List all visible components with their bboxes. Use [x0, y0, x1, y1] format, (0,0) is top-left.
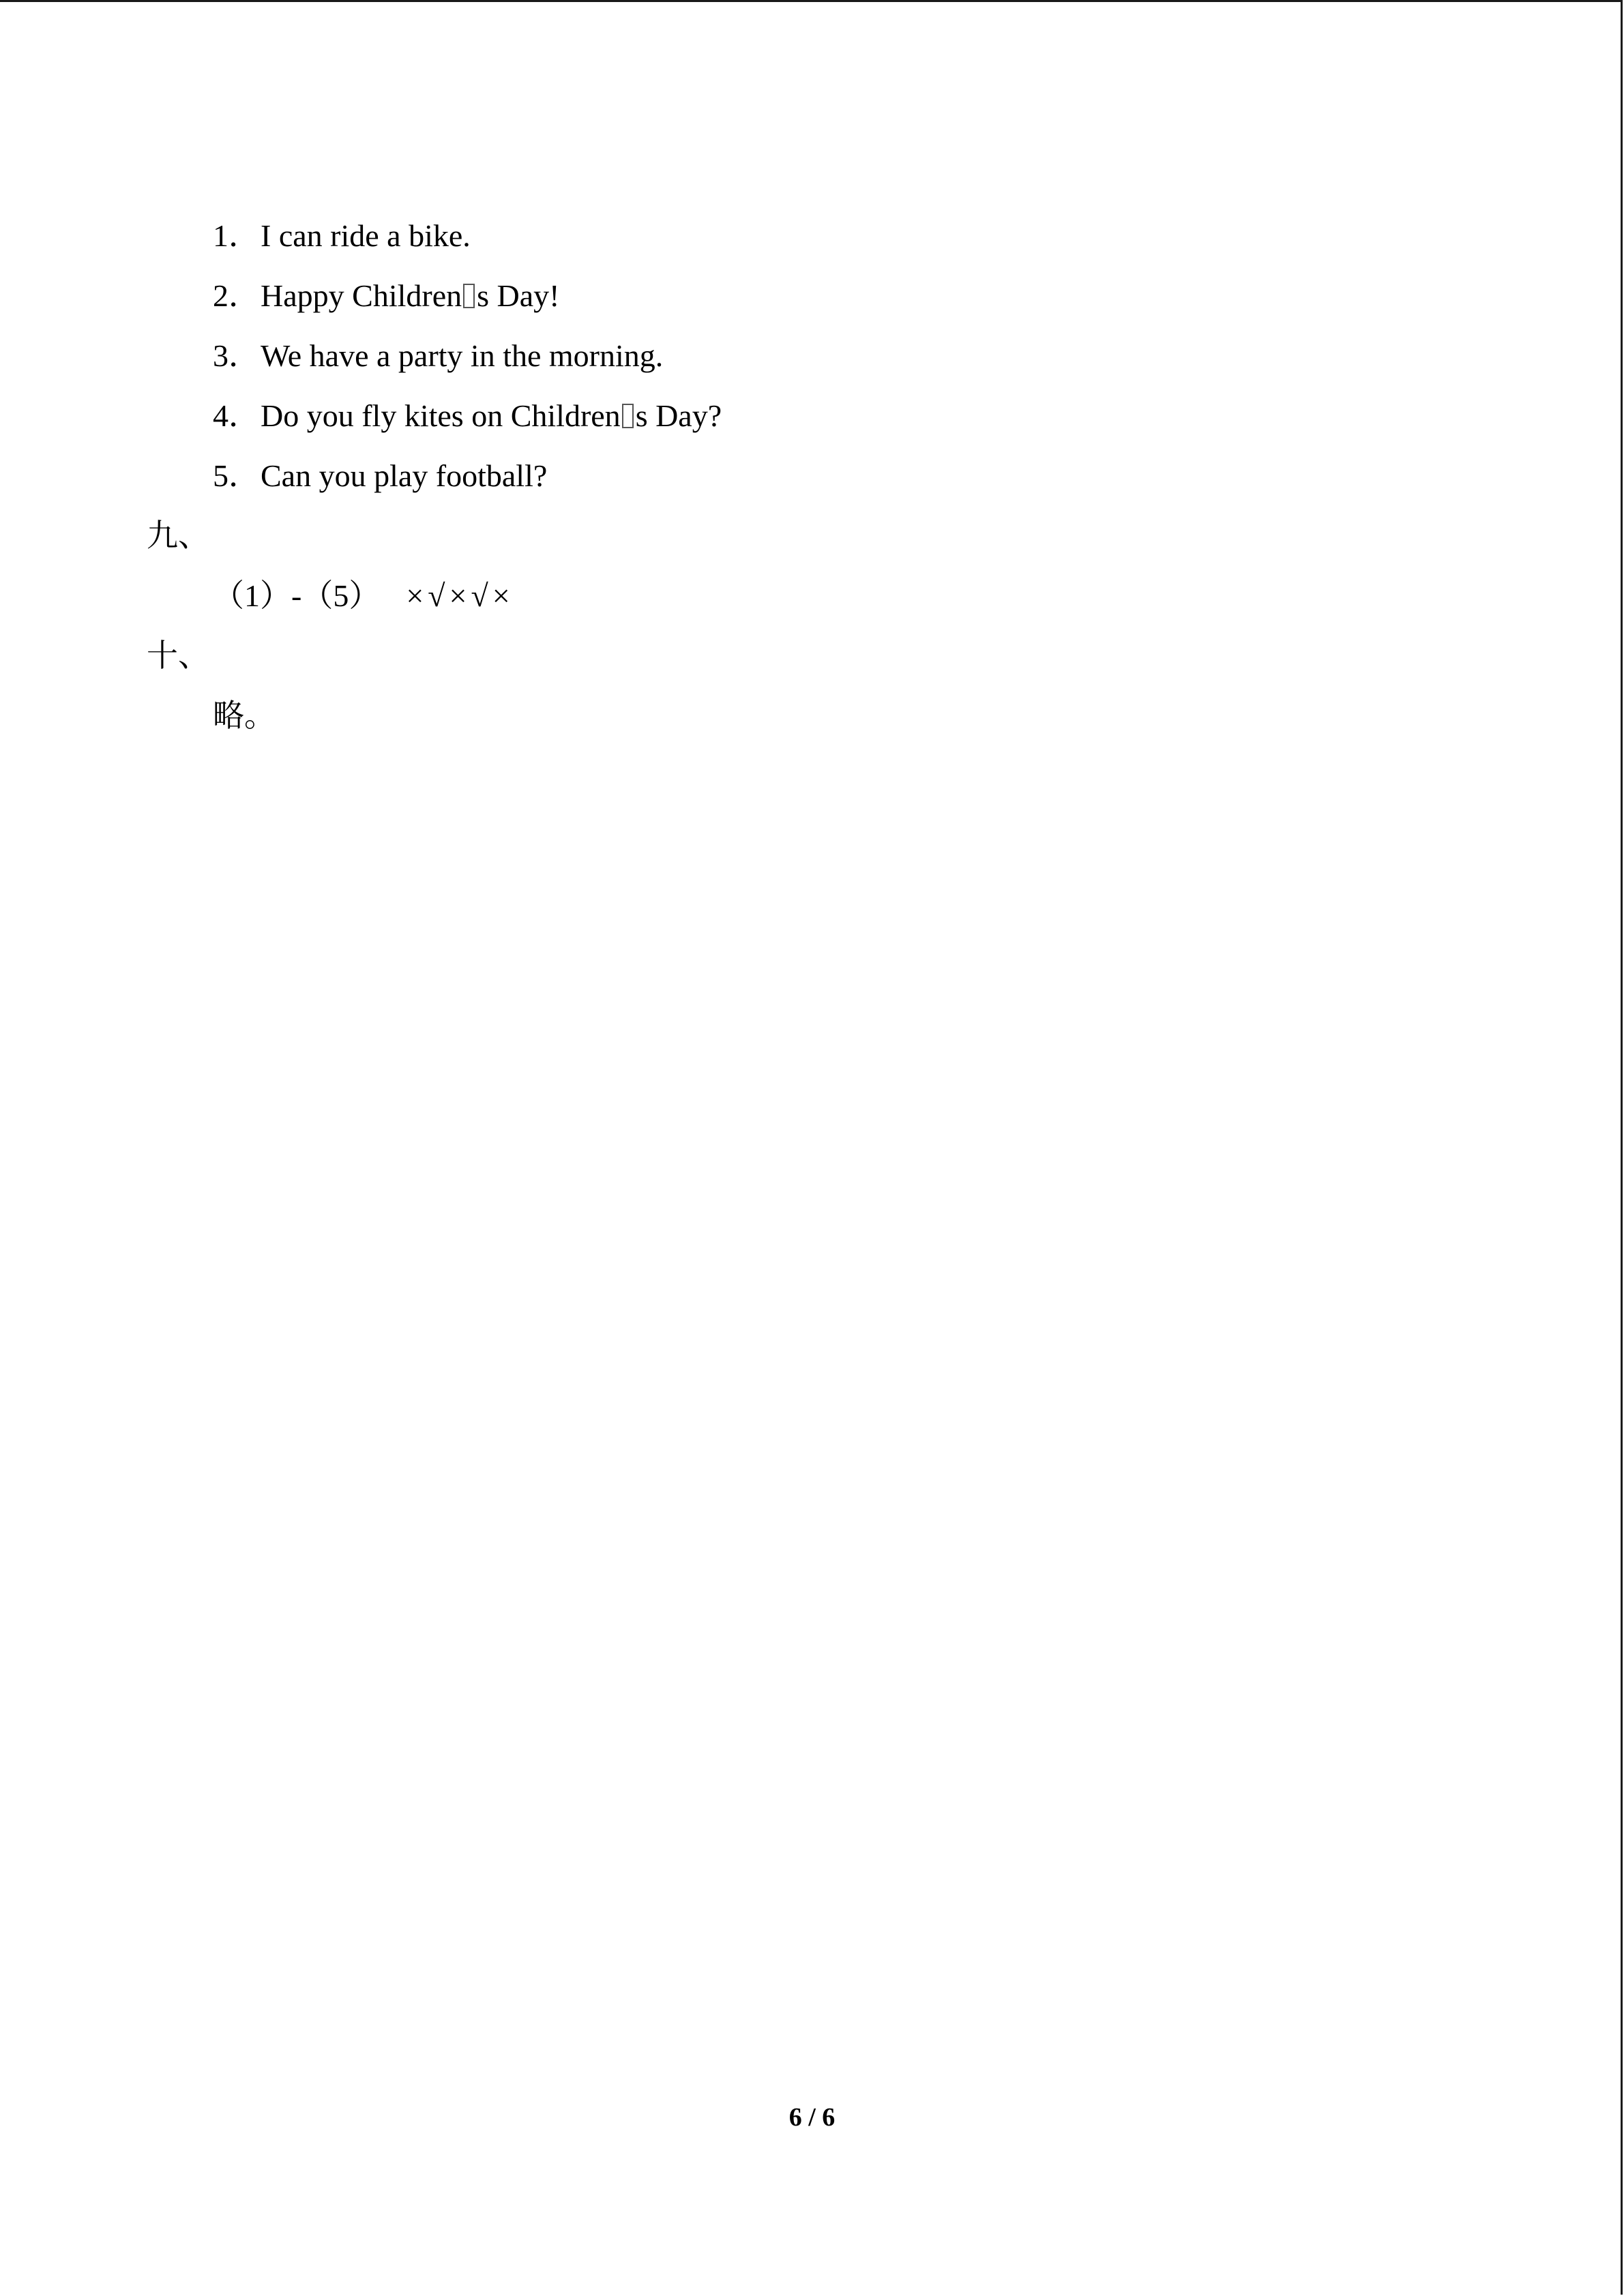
answer-text-after: s Day!	[477, 278, 560, 313]
section-9-answer	[213, 577, 514, 615]
true-false-marks: ×√×√×	[406, 578, 514, 613]
answer-text: I can ride a bike.	[261, 218, 471, 253]
missing-glyph-box	[463, 284, 475, 308]
answer-number: 4．	[213, 398, 260, 433]
answer-text-before: Do you fly kites on Children	[261, 398, 621, 433]
answer-text-after: s Day?	[635, 398, 722, 433]
answer-number: 1．	[213, 218, 260, 253]
answer-1	[213, 217, 471, 255]
missing-glyph-box	[622, 404, 634, 428]
answer-text-before: Happy Children	[261, 278, 462, 313]
answer-number: 5．	[213, 458, 260, 493]
answer-3	[213, 337, 663, 375]
section-10-answer: 略。	[213, 698, 276, 733]
answer-number: 3．	[213, 338, 260, 373]
section-10-heading: 十、	[147, 638, 209, 673]
answer-2	[213, 277, 559, 315]
answer-number: 2．	[213, 278, 260, 313]
answer-5	[213, 457, 547, 495]
answer-range: （1）-（5）	[213, 578, 381, 613]
answer-4	[213, 397, 722, 435]
section-9-heading: 九、	[147, 518, 209, 553]
answer-text: We have a party in the morning.	[261, 338, 664, 373]
answer-text: Can you play football?	[261, 458, 548, 493]
page-number: 6 / 6	[788, 2103, 836, 2132]
